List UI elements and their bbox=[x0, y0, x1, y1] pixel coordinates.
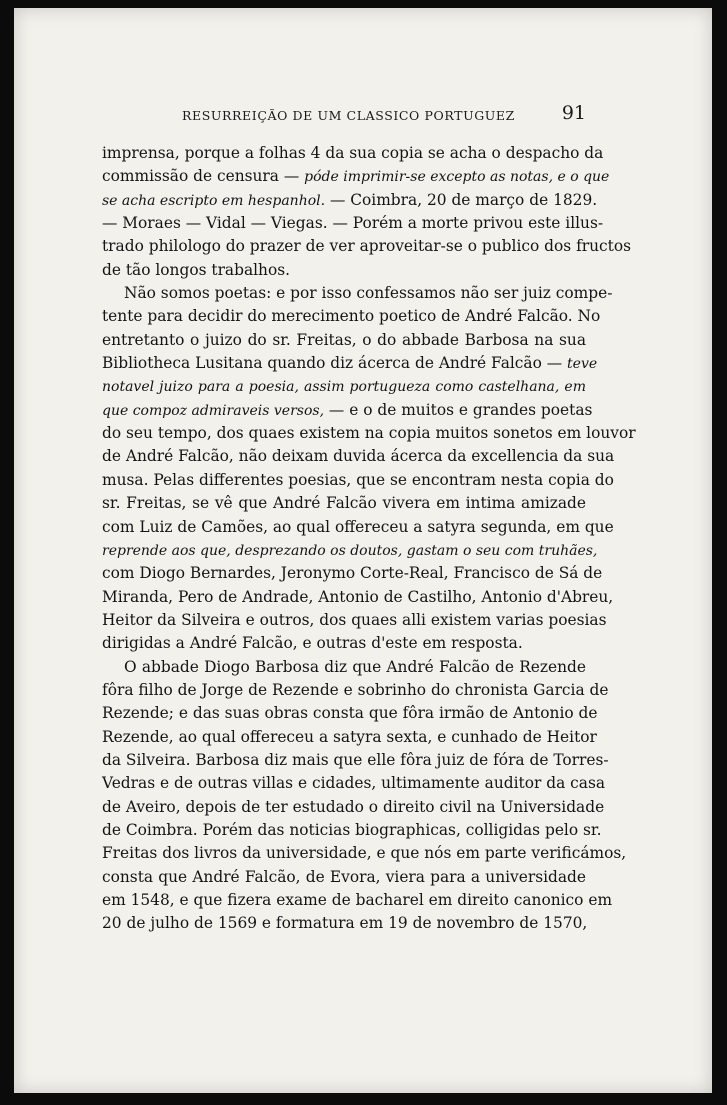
text-segment: fôra filho de Jorge de Rezende e sobrinho do chronista Garcia de bbox=[102, 680, 609, 699]
text-segment: de André Falcão, não deixam duvida ácerca da excellencia da sua bbox=[102, 447, 615, 466]
text-segment: — Moraes — Vidal — Viegas. — Porém a morte privou este illus- bbox=[102, 214, 604, 233]
text-segment: de Aveiro, depois de ter estudado o direito civil na Universidade bbox=[102, 797, 605, 816]
text-line bbox=[102, 212, 604, 235]
text-segment: commissão de censura — bbox=[102, 167, 305, 186]
text-line bbox=[102, 586, 614, 609]
text-line bbox=[102, 165, 610, 188]
text-segment: Miranda, Pero de Andrade, Antonio de Castilho, Antonio d'Abreu, bbox=[102, 587, 614, 606]
text-segment: 20 de julho de 1569 e formatura em 19 de novembro de 1570, bbox=[102, 914, 588, 933]
text-line bbox=[102, 469, 614, 492]
text-line bbox=[102, 562, 603, 585]
body-text bbox=[102, 142, 636, 936]
italic-segment: teve bbox=[567, 356, 598, 373]
text-line bbox=[102, 352, 598, 375]
text-line bbox=[102, 259, 586, 282]
text-segment: imprensa, porque a folhas 4 da sua copia se acha o despacho da bbox=[102, 144, 604, 162]
text-line bbox=[102, 772, 606, 795]
page-header bbox=[102, 102, 586, 128]
running-title: RESURREIÇÃO DE UM CLASSICO PORTUGUEZ bbox=[182, 108, 515, 123]
text-segment: — Coimbra, 20 de março de 1829. bbox=[325, 190, 598, 209]
text-line bbox=[102, 889, 613, 912]
text-line bbox=[102, 726, 597, 749]
text-line bbox=[102, 819, 602, 842]
text-segment: Não somos poetas: e por isso confessamos não ser juiz compe- bbox=[124, 284, 613, 303]
text-segment: com Diogo Bernardes, Jeronymo Corte-Real, Francisco de Sá de bbox=[102, 564, 603, 583]
italic-segment: reprende aos que, desprezando os doutos, gastam o seu com truhães, bbox=[102, 542, 598, 559]
text-line bbox=[102, 142, 604, 165]
text-line bbox=[102, 679, 609, 702]
text-line bbox=[102, 422, 636, 445]
text-line bbox=[102, 282, 613, 305]
text-segment: trado philologo do prazer de ver aproveitar-se o publico dos fructos bbox=[102, 237, 632, 256]
italic-segment: póde imprimir-se excepto as notas, e o que bbox=[304, 169, 610, 186]
text-segment: em 1548, e que fizera exame de bacharel em direito canonico em bbox=[102, 891, 613, 909]
text-line bbox=[102, 912, 586, 935]
text-segment: Rezende; e das suas obras consta que fôra irmão de Antonio de bbox=[102, 704, 598, 723]
text-line bbox=[102, 445, 615, 468]
text-line bbox=[102, 842, 627, 865]
text-line bbox=[102, 516, 614, 539]
text-line bbox=[102, 632, 586, 655]
text-segment: — e o de muitos e grandes poetas bbox=[324, 400, 593, 419]
page-number: 91 bbox=[561, 102, 586, 124]
text-segment: entretanto o juizo do sr. Freitas, o do abbade Barbosa na sua bbox=[102, 330, 586, 349]
italic-segment: notavel juizo para a poesia, assim portugueza como castelhana, em bbox=[102, 379, 586, 396]
text-segment: tente para decidir do merecimento poetico de André Falcão. No bbox=[102, 307, 601, 326]
text-line bbox=[102, 609, 607, 632]
book-page bbox=[14, 8, 712, 1093]
text-segment: da Silveira. Barbosa diz mais que elle fôra juiz de fóra de Torres- bbox=[102, 750, 609, 769]
text-segment: O abbade Diogo Barbosa diz que André Falcão de Rezende bbox=[124, 657, 586, 676]
text-line bbox=[102, 749, 609, 772]
italic-segment: se acha escripto em hespanhol. bbox=[102, 192, 326, 209]
text-segment: musa. Pelas differentes poesias, que se encontram nesta copia do bbox=[102, 470, 614, 489]
text-line bbox=[102, 399, 593, 422]
text-line bbox=[102, 656, 586, 679]
text-line bbox=[102, 305, 601, 328]
text-line bbox=[102, 702, 598, 725]
text-line bbox=[102, 796, 605, 819]
text-segment: do seu tempo, dos quaes existem na copia muitos sonetos em louvor bbox=[102, 424, 636, 443]
text-segment: sr. Freitas, se vê que André Falcão vivera em intima amizade bbox=[102, 494, 586, 513]
text-segment: Vedras e de outras villas e cidades, ultimamente auditor da casa bbox=[102, 774, 606, 793]
text-segment: Bibliotheca Lusitana quando diz ácerca de André Falcão — bbox=[102, 354, 568, 373]
text-segment: Freitas dos livros da universidade, e que nós em parte verificámos, bbox=[102, 844, 627, 863]
text-line bbox=[102, 492, 586, 515]
text-line bbox=[102, 189, 598, 212]
text-segment: Rezende, ao qual offereceu a satyra sexta, e cunhado de Heitor bbox=[102, 727, 597, 746]
text-line bbox=[102, 329, 586, 352]
italic-segment: que compoz admiraveis versos, bbox=[102, 402, 325, 419]
text-segment: de tão longos trabalhos. bbox=[102, 260, 291, 279]
text-segment: com Luiz de Camões, ao qual offereceu a satyra segunda, em que bbox=[102, 517, 614, 536]
text-segment: de Coimbra. Porém das noticias biographicas, colligidas pelo sr. bbox=[102, 820, 602, 839]
text-line bbox=[102, 235, 632, 258]
text-line bbox=[102, 375, 586, 398]
text-line bbox=[102, 866, 586, 889]
text-segment: Heitor da Silveira e outros, dos quaes alli existem varias poesias bbox=[102, 610, 607, 629]
text-segment: consta que André Falcão, de Evora, viera para a universidade bbox=[102, 867, 586, 886]
text-line bbox=[102, 539, 598, 562]
text-segment: dirigidas a André Falcão, e outras d'este em resposta. bbox=[102, 634, 523, 653]
